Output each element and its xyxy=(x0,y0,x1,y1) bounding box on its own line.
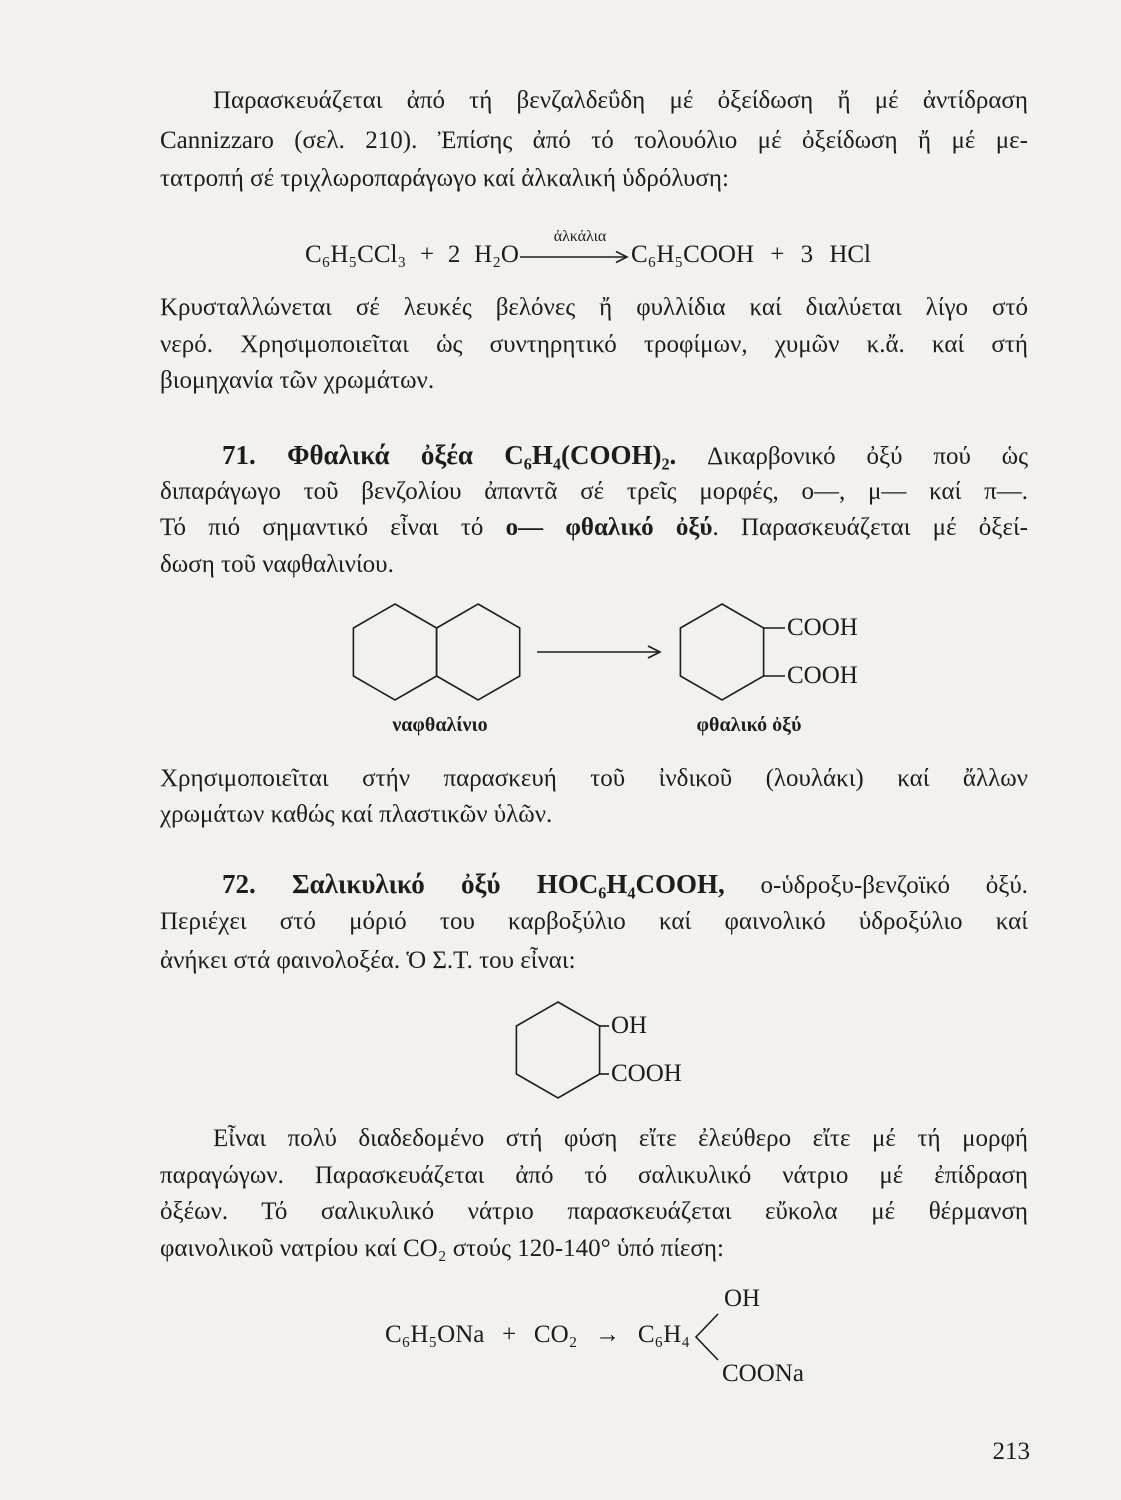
section-72-occurrence-line-3: ὀξέων. Τό σαλικυλικό νάτριο παρασκευάζεται εὔκολα μέ θέρμανση xyxy=(160,1198,1028,1225)
equation-upper-group: OH xyxy=(724,1285,761,1312)
section-72-heading-rest: ο-ὑδροξυ-βενζοϊκό ὀξύ. xyxy=(760,872,1028,899)
section-72-title: 72. Σαλικυλικό ὀξύ HOC₆H₄COOH, xyxy=(222,869,725,899)
section-71-line-3-post: . Παρασκευάζεται μέ ὀξεί- xyxy=(712,514,1028,541)
salicylic-benzene-ring xyxy=(516,1002,599,1098)
naphthalene-ring-right xyxy=(437,604,520,700)
benzoic-prep-line-2: Cannizzaro (σελ. 210). Ἐπίσης ἀπό τό τολουόλιο μέ ὀξείδωση ἤ μέ με- xyxy=(160,127,1028,154)
equation-lower-group: COONa xyxy=(722,1360,804,1387)
section-71-uses-line-2: χρωμάτων καθώς καί πλαστικῶν ὑλῶν. xyxy=(160,801,553,828)
section-72-occurrence-line-1: Εἶναι πολύ διαδεδομένο στή φύση εἴτε ἐλεύθερο εἴτε μέ τή μορφή xyxy=(213,1125,1028,1152)
salicylic-substituent-oh: OH xyxy=(611,1012,648,1039)
salicylic-substituent-cooh: COOH xyxy=(611,1060,682,1087)
naphthalene-ring-left xyxy=(353,604,436,700)
section-71-uses-line-1: Χρησιμοποιεῖται στήν παρασκευή τοῦ ἰνδικοῦ (λουλάκι) καί ἄλλων xyxy=(160,765,1028,792)
naphthalene-structure xyxy=(350,600,525,708)
oxidation-arrow-icon xyxy=(535,640,665,664)
phthalic-acid-label: φθαλικό ὀξύ xyxy=(696,714,802,736)
section-72-occurrence-line-4: φαινολικοῦ νατρίου καί CO₂ στούς 120-140° ὑπό πίεση: xyxy=(160,1235,724,1262)
naphthalene-label: ναφθαλίνιο xyxy=(392,714,488,736)
section-71-heading-line xyxy=(222,437,1028,473)
bracket-stroke xyxy=(696,1314,718,1360)
benzoic-properties-line-3: βιομηχανία τῶν χρωμάτων. xyxy=(160,367,435,394)
salicylic-acid-structure xyxy=(512,1000,612,1104)
section-71-heading-rest: Δικαρβονικό ὀξύ πού ὡς xyxy=(707,443,1028,470)
equation-reactants: C₆H₅CCl₃ + 2 H₂O xyxy=(305,241,519,268)
benzoic-prep-line-3: τατροπή σέ τριχλωροπαράγωγο καί ἀλκαλική ὑδρόλυση: xyxy=(160,165,729,192)
section-71-title: 71. Φθαλικά ὀξέα C₆H₄(COOH)₂. xyxy=(222,440,677,470)
reaction-arrow-icon xyxy=(519,247,631,267)
reaction-condition: ἀλκάλια xyxy=(553,228,607,245)
benzoic-properties-line-1: Κρυσταλλώνεται σέ λευκές βελόνες ἤ φυλλίδια καί διαλύεται λίγο στό xyxy=(160,294,1028,321)
section-72-occurrence-line-2: παραγώγων. Παρασκευάζεται ἀπό τό σαλικυλικό νάτριο μέ ἐπίδραση xyxy=(160,1162,1028,1189)
phthalic-substituent-lower: COOH xyxy=(787,662,858,689)
section-71-line-2: διπαράγωγο τοῦ βενζολίου ἀπαντᾶ σέ τρεῖς μορφές, ο—, μ— καί π—. xyxy=(160,478,1028,505)
o-phthalic-acid-term: ο— φθαλικό ὀξύ xyxy=(505,514,713,541)
branch-bracket-icon xyxy=(690,1310,722,1364)
section-71-line-3 xyxy=(160,510,1028,546)
equation-products: C₆H₅COOH + 3 HCl xyxy=(631,241,871,268)
phthalic-benzene-ring xyxy=(680,604,763,700)
equation-left-side: C₆H₅ONa + CO₂ → C₆H₄ xyxy=(385,1321,690,1348)
section-71-line-4: δωση τοῦ ναφθαλινίου. xyxy=(160,551,394,578)
benzoic-properties-line-2: νερό. Χρησιμοποιεῖται ὡς συντηρητικό τροφίμων, χυμῶν κ.ἄ. καί στή xyxy=(160,331,1028,358)
page-number: 213 xyxy=(992,1438,1030,1465)
section-71-line-3-pre: Τό πιό σημαντικό εἶναι τό xyxy=(160,514,484,541)
section-72-heading-line xyxy=(222,866,1028,902)
benzoic-prep-line-1: Παρασκευάζεται ἀπό τή βενζαλδεΰδη μέ ὀξείδωση ἤ μέ ἀντίδραση xyxy=(213,87,1028,114)
section-72-description-line-2: ἀνήκει στά φαινολοξέα. Ὁ Σ.Τ. του εἶναι: xyxy=(160,947,576,974)
section-72-description-line-1: Περιέχει στό μόριό του καρβοξύλιο καί φαινολικό ὑδροξύλιο καί xyxy=(160,908,1028,935)
phthalic-acid-structure xyxy=(676,600,791,708)
phthalic-substituent-upper: COOH xyxy=(787,614,858,641)
